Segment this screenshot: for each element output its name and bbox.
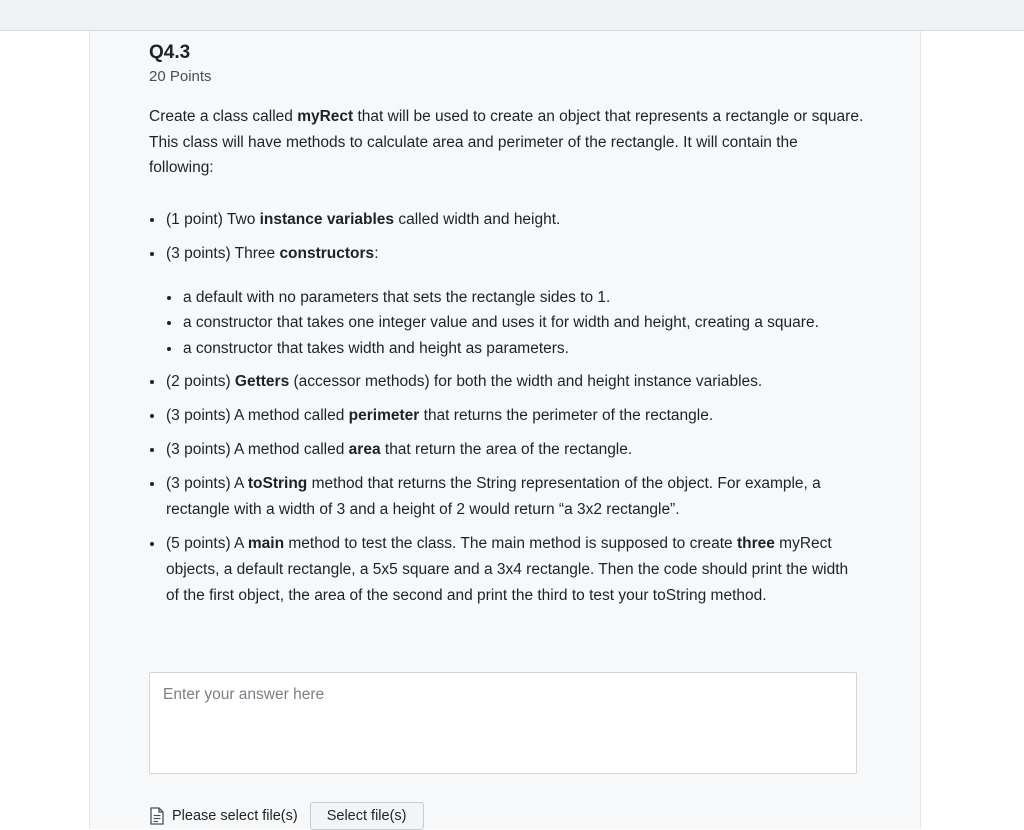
item2-bold: constructors [279,244,375,262]
requirement-item [149,369,865,395]
right-gutter [920,31,1024,829]
item5-text-1: (3 points) A method called [166,441,349,458]
question-intro [149,104,865,181]
item3-bold: Getters [234,373,290,390]
top-bar [0,0,1024,31]
item4-bold: perimeter [348,407,420,424]
requirement-item [149,471,865,523]
item5-bold: area [348,441,381,458]
upload-label: Please select file(s) [172,808,298,824]
item6-text-1: (3 points) A [166,475,248,492]
item4-text-1: (3 points) A method called [166,407,349,424]
sub-item: a constructor that takes one integer value and uses it for width and height, creating a square. [166,310,865,336]
file-upload-row [149,802,424,830]
item7-text-3: myRect objects, a default rectangle, a 5x5 square and a 3x4 rectangle. Then the code should print the width of the first object, the area of the second and print the third to test your toString method. [166,535,849,604]
item2-text-2: : [374,244,379,262]
question-title: Q4.3 [149,42,191,63]
sub-item: a constructor that takes width and height as parameters. [166,336,865,362]
requirement-item [149,437,865,463]
question-content [149,40,865,617]
left-gutter [0,31,89,829]
requirement-item [149,403,865,429]
item7-text-1: (5 points) A [166,535,248,552]
answer-textarea[interactable] [149,672,857,774]
intro-text-1: Create a class called [149,108,298,125]
item7-text-2: method to test the class. The main method is supposed to create [284,535,737,552]
requirement-item [149,531,865,609]
select-files-button[interactable]: Select file(s) [310,802,424,830]
item4-text-2: that returns the perimeter of the rectangle. [419,407,714,424]
item3-text-1: (2 points) [166,373,235,390]
requirement-item [149,241,865,362]
item6-bold: toString [247,475,308,492]
item1-bold: instance variables [259,210,395,228]
item3-text-2: (accessor methods) for both the width and height instance variables. [289,373,763,390]
file-icon [149,807,165,825]
item7-bold-1: main [247,535,285,552]
item1-text-2: called width and height. [394,210,561,228]
question-points: 20 Points [149,68,212,85]
item7-bold-2: three [736,535,775,552]
requirements-list [149,207,865,610]
intro-text-2: that will be used to create an object that represents a rectangle or square. This class will have methods to calculate area and perimeter of the rectangle. It will contain the following: [149,108,864,176]
item1-text-1: (1 point) Two [166,210,260,228]
item2-text-1: (3 points) Three [166,244,280,262]
intro-bold-1: myRect [297,108,354,125]
item5-text-2: that return the area of the rectangle. [380,441,633,458]
item6-text-2: method that returns the String representation of the object. For example, a rectangle with a width of 3 and a height of 2 would return “a 3x2 rectangle”. [166,475,821,518]
requirement-item [149,207,865,233]
constructors-sublist [166,285,865,362]
sub-item: a default with no parameters that sets the rectangle sides to 1. [166,285,865,311]
